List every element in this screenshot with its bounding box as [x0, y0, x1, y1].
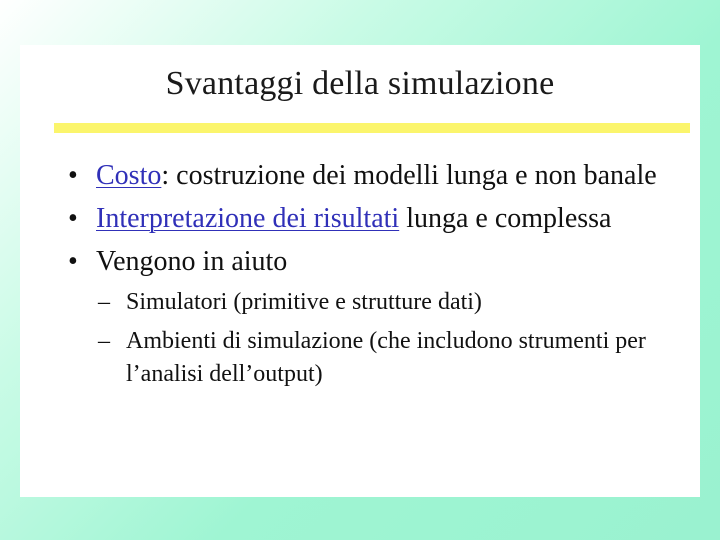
slide [20, 45, 700, 497]
bullet-costo [62, 157, 682, 194]
title-underline-bar [54, 123, 690, 133]
subbullet-text: Simulatori (primitive e strutture dati) [126, 289, 482, 315]
interpretazione-link[interactable]: Interpretazione dei risultati [96, 203, 400, 234]
costo-link[interactable]: Costo [96, 160, 162, 191]
bullet-dot: • [68, 203, 78, 234]
bullet-text: lunga e complessa [399, 203, 612, 234]
subbullet-ambienti [62, 325, 682, 391]
bullet-interpretazione [62, 200, 682, 237]
slide-title: Svantaggi della simulazione [165, 65, 555, 102]
bullet-dot: • [68, 160, 78, 191]
bullet-text: : costruzione dei modelli lunga e non banale [161, 160, 657, 191]
subbullet-simulatori [62, 286, 682, 319]
bullet-dot: • [68, 246, 78, 277]
subbullet-dash: – [98, 328, 110, 354]
bullet-list [62, 157, 682, 397]
bullet-vengono [62, 243, 682, 280]
subbullet-text: Ambienti di simulazione (che includono strumenti per l’analisi dell’output) [126, 328, 646, 387]
subbullet-dash: – [98, 289, 110, 315]
bullet-text: Vengono in aiuto [96, 246, 288, 277]
